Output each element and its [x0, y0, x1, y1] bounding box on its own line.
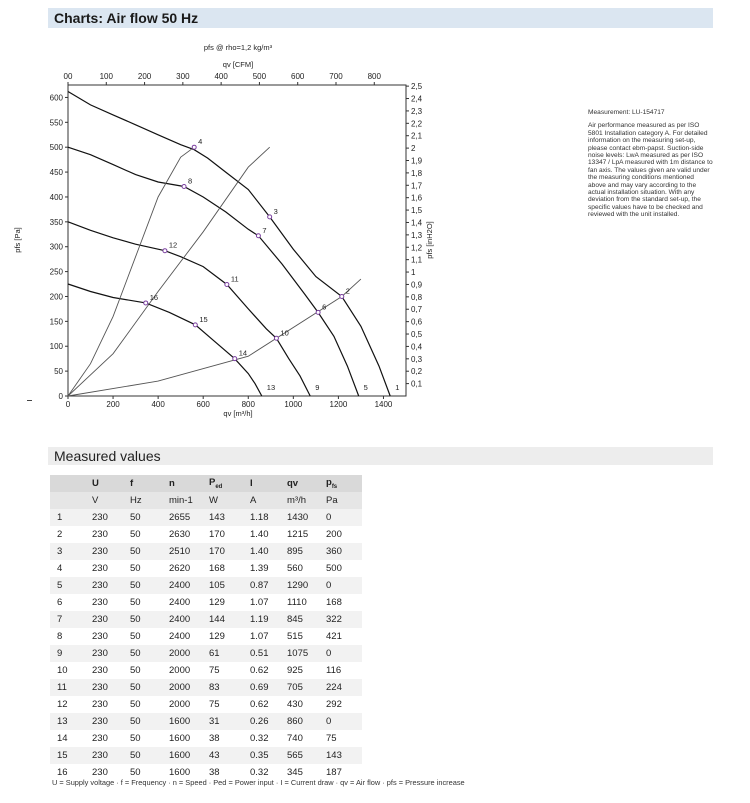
cell-i: 1.40 — [243, 526, 280, 543]
table-row — [50, 730, 362, 747]
y2-tick-label: 0,4 — [411, 342, 423, 352]
table-row — [50, 679, 362, 696]
cell-f: 50 — [123, 577, 162, 594]
x-axis-label: qv [m³/h] — [223, 409, 253, 418]
y-tick-label: 600 — [49, 93, 63, 103]
table-row — [50, 594, 362, 611]
y2-tick-label: 0,3 — [411, 354, 423, 364]
y-tick-label: 50 — [54, 367, 63, 377]
cell-ped: 143 — [202, 509, 243, 526]
cell-u: 230 — [85, 747, 123, 764]
operating-point — [340, 294, 344, 298]
cell-u: 230 — [85, 594, 123, 611]
top-tick-label: 700 — [329, 72, 343, 81]
top-tick-label: 500 — [252, 72, 267, 81]
cell-u: 230 — [85, 662, 123, 679]
cell-n: 2000 — [162, 662, 202, 679]
measured-values-table — [50, 475, 362, 781]
y-tick-label: 550 — [49, 118, 63, 128]
header-pfs-main: p — [326, 477, 332, 489]
unit-n: min-1 — [162, 492, 202, 509]
unit-u: V — [85, 492, 123, 509]
cell-ped: 38 — [202, 764, 243, 781]
cell-ped: 129 — [202, 628, 243, 645]
cell-qv: 925 — [280, 662, 319, 679]
y2-tick-label: 1,3 — [411, 230, 423, 240]
header-n: n — [162, 475, 202, 492]
cell-qv: 1075 — [280, 645, 319, 662]
operating-point-label: 16 — [149, 292, 159, 302]
cell-f: 50 — [123, 594, 162, 611]
y-tick-label: 500 — [49, 143, 63, 153]
speed-curve — [68, 147, 359, 396]
x-tick-label: 1400 — [374, 400, 393, 409]
table-row — [50, 509, 362, 526]
cell-qv: 705 — [280, 679, 319, 696]
y-tick-label: 200 — [49, 292, 63, 302]
operating-point-label: 3 — [273, 206, 278, 216]
y2-tick-label: 1,5 — [411, 206, 423, 216]
y2-tick-label: 1 — [411, 268, 416, 278]
cell-f: 50 — [123, 560, 162, 577]
measured-values-title: Measured values — [54, 448, 161, 464]
y2-tick-label: 0,8 — [411, 292, 423, 302]
cell-n: 2000 — [162, 679, 202, 696]
cell-ped: 168 — [202, 560, 243, 577]
cell-n: 1600 — [162, 713, 202, 730]
cell-i: 0.87 — [243, 577, 280, 594]
cell-f: 50 — [123, 679, 162, 696]
operating-point-label: 1 — [395, 383, 400, 392]
measured-values-bar — [48, 447, 713, 465]
y2-tick-label: 2,2 — [411, 119, 423, 129]
x-tick-label: 0 — [65, 400, 71, 409]
header-i: I — [243, 475, 280, 492]
cell-f: 50 — [123, 730, 162, 747]
cell-n: 2655 — [162, 509, 202, 526]
cell-index: 12 — [50, 696, 85, 713]
measurement-description: Air performance measured as per ISO 5801 Installation category A. For detailed information on the measuring set-up, please contact ebm-papst. Suction-side noise levels: LwA measured as per ISO 13347 / LpA measured with 1m distance to fan axis. The values given are valid under the measuring conditions mentioned above and may vary according to the actual installation situation. With any deviation from the standard set-up, the specific values have to be checked and reviewed with the unit installed. — [588, 122, 713, 219]
cell-n: 1600 — [162, 764, 202, 781]
cell-index: 14 — [50, 730, 85, 747]
margin-dash — [27, 400, 32, 401]
operating-point-label: 14 — [238, 348, 248, 358]
header-u: U — [85, 475, 123, 492]
operating-point — [268, 215, 272, 219]
y2-tick-label: 0,6 — [411, 317, 423, 327]
cell-pfs: 116 — [319, 662, 362, 679]
top-tick-label: 800 — [367, 72, 381, 81]
operating-point — [182, 185, 186, 189]
cell-pfs: 0 — [319, 577, 362, 594]
y2-tick-label: 1,2 — [411, 243, 423, 253]
cell-u: 230 — [85, 730, 123, 747]
cell-n: 2510 — [162, 543, 202, 560]
table-row — [50, 696, 362, 713]
unit-index — [50, 492, 85, 509]
top-tick-label: 400 — [214, 72, 228, 81]
cell-u: 230 — [85, 611, 123, 628]
unit-ped: W — [202, 492, 243, 509]
operating-point — [316, 310, 320, 314]
y2-tick-label: 1,8 — [411, 168, 423, 178]
table-row — [50, 526, 362, 543]
table-row — [50, 662, 362, 679]
cell-qv: 845 — [280, 611, 319, 628]
cell-u: 230 — [85, 628, 123, 645]
cell-index: 8 — [50, 628, 85, 645]
top-tick-label: 100 — [99, 72, 113, 81]
cell-pfs: 75 — [319, 730, 362, 747]
table-row — [50, 560, 362, 577]
cell-n: 1600 — [162, 747, 202, 764]
cell-index: 7 — [50, 611, 85, 628]
cell-ped: 144 — [202, 611, 243, 628]
cell-pfs: 0 — [319, 713, 362, 730]
cell-pfs: 322 — [319, 611, 362, 628]
operating-point-label: 7 — [262, 225, 267, 235]
header-qv: qv — [280, 475, 319, 492]
cell-qv: 560 — [280, 560, 319, 577]
cell-pfs: 500 — [319, 560, 362, 577]
cell-pfs: 0 — [319, 509, 362, 526]
cell-qv: 565 — [280, 747, 319, 764]
chart-title: pfs @ rho=1,2 kg/m³ — [203, 43, 273, 52]
y2-tick-label: 1,1 — [411, 255, 423, 265]
operating-point-label: 10 — [280, 328, 289, 338]
y-tick-label: 300 — [49, 242, 63, 252]
cell-i: 0.62 — [243, 662, 280, 679]
cell-index: 10 — [50, 662, 85, 679]
header-index — [50, 475, 85, 492]
cell-i: 0.35 — [243, 747, 280, 764]
cell-f: 50 — [123, 764, 162, 781]
cell-i: 0.62 — [243, 696, 280, 713]
header-f: f — [123, 475, 162, 492]
cell-f: 50 — [123, 611, 162, 628]
charts-title-bar — [48, 8, 713, 28]
cell-qv: 895 — [280, 543, 319, 560]
y-tick-label: 350 — [49, 217, 63, 227]
cell-index: 9 — [50, 645, 85, 662]
cell-qv: 860 — [280, 713, 319, 730]
y-tick-label: 0 — [58, 392, 63, 401]
cell-i: 0.32 — [243, 764, 280, 781]
cell-i: 0.51 — [243, 645, 280, 662]
cell-qv: 1430 — [280, 509, 319, 526]
y2-tick-label: 0,7 — [411, 305, 423, 315]
cell-qv: 515 — [280, 628, 319, 645]
x-tick-label: 400 — [151, 400, 165, 409]
y2-tick-label: 1,7 — [411, 181, 423, 191]
cell-index: 2 — [50, 526, 85, 543]
unit-f: Hz — [123, 492, 162, 509]
cell-i: 0.26 — [243, 713, 280, 730]
cell-n: 1600 — [162, 730, 202, 747]
y2-tick-label: 1,9 — [411, 156, 423, 166]
cell-i: 1.39 — [243, 560, 280, 577]
cell-u: 230 — [85, 560, 123, 577]
operating-point — [233, 357, 237, 361]
cell-qv: 430 — [280, 696, 319, 713]
cell-f: 50 — [123, 628, 162, 645]
cell-f: 50 — [123, 526, 162, 543]
top-tick-label: 300 — [176, 72, 190, 81]
x-tick-label: 1200 — [329, 400, 348, 409]
cell-n: 2000 — [162, 645, 202, 662]
cell-index: 3 — [50, 543, 85, 560]
cell-ped: 38 — [202, 730, 243, 747]
cell-f: 50 — [123, 713, 162, 730]
cell-u: 230 — [85, 696, 123, 713]
unit-qv: m³/h — [280, 492, 319, 509]
cell-u: 230 — [85, 645, 123, 662]
cell-qv: 1110 — [280, 594, 319, 611]
x-tick-label: 200 — [106, 400, 120, 409]
cell-index: 13 — [50, 713, 85, 730]
top-tick-label: 600 — [291, 72, 305, 81]
cell-index: 5 — [50, 577, 85, 594]
cell-qv: 345 — [280, 764, 319, 781]
table-row — [50, 577, 362, 594]
cell-pfs: 224 — [319, 679, 362, 696]
y2-tick-label: 0,5 — [411, 330, 423, 340]
x-tick-label: 1000 — [284, 400, 303, 409]
cell-f: 50 — [123, 662, 162, 679]
airflow-chart — [0, 40, 460, 425]
cell-ped: 129 — [202, 594, 243, 611]
header-ped — [202, 475, 243, 492]
header-ped-main: P — [209, 477, 216, 489]
cell-pfs: 143 — [319, 747, 362, 764]
cell-ped: 83 — [202, 679, 243, 696]
cell-i: 1.07 — [243, 594, 280, 611]
cell-pfs: 360 — [319, 543, 362, 560]
cell-index: 6 — [50, 594, 85, 611]
cell-i: 0.32 — [243, 730, 280, 747]
operating-point — [256, 234, 260, 238]
cell-pfs: 0 — [319, 645, 362, 662]
top-axis-label: qv [CFM] — [222, 60, 254, 69]
cell-i: 1.07 — [243, 628, 280, 645]
unit-i: A — [243, 492, 280, 509]
cell-ped: 43 — [202, 747, 243, 764]
y2-axis-label: pfs [inH2O] — [425, 221, 434, 259]
speed-curve — [68, 92, 390, 397]
y2-tick-label: 2,4 — [411, 94, 423, 104]
operating-point — [163, 249, 167, 253]
y-tick-label: 250 — [49, 267, 63, 277]
operating-point-label: 13 — [266, 383, 276, 392]
cell-pfs: 292 — [319, 696, 362, 713]
cell-n: 2400 — [162, 577, 202, 594]
header-pfs-sub: fs — [331, 483, 338, 490]
cell-pfs: 187 — [319, 764, 362, 781]
cell-n: 2000 — [162, 696, 202, 713]
cell-index: 15 — [50, 747, 85, 764]
cell-index: 11 — [50, 679, 85, 696]
operating-point-label: 4 — [198, 137, 203, 147]
cell-u: 230 — [85, 526, 123, 543]
cell-i: 1.18 — [243, 509, 280, 526]
cell-ped: 170 — [202, 526, 243, 543]
operating-point-label: 6 — [322, 302, 327, 312]
operating-point-label: 15 — [199, 314, 208, 324]
cell-ped: 61 — [202, 645, 243, 662]
table-row — [50, 628, 362, 645]
cell-f: 50 — [123, 747, 162, 764]
cell-pfs: 200 — [319, 526, 362, 543]
page-title: Charts: Air flow 50 Hz — [54, 10, 199, 26]
table-row — [50, 645, 362, 662]
x-tick-label: 800 — [241, 400, 255, 409]
top-tick-label: 00 — [63, 72, 73, 81]
y2-tick-label: 2,3 — [411, 106, 423, 116]
cell-qv: 740 — [280, 730, 319, 747]
cell-qv: 1290 — [280, 577, 319, 594]
table-row — [50, 713, 362, 730]
cell-n: 2400 — [162, 611, 202, 628]
y-tick-label: 450 — [49, 168, 63, 178]
operating-point-label: 8 — [188, 176, 193, 186]
measurement-notes — [588, 109, 713, 225]
y2-tick-label: 0,2 — [411, 367, 423, 377]
cell-u: 230 — [85, 713, 123, 730]
cell-index: 16 — [50, 764, 85, 781]
table-units-row — [50, 492, 362, 509]
operating-point — [192, 145, 196, 149]
operating-point-label: 5 — [363, 383, 368, 392]
plot-frame — [68, 85, 406, 396]
cell-index: 4 — [50, 560, 85, 577]
table-row — [50, 747, 362, 764]
operating-point — [274, 336, 278, 340]
cell-ped: 31 — [202, 713, 243, 730]
cell-ped: 75 — [202, 696, 243, 713]
y2-tick-label: 2,1 — [411, 131, 423, 141]
cell-n: 2620 — [162, 560, 202, 577]
operating-point-label: 2 — [345, 286, 350, 296]
cell-pfs: 421 — [319, 628, 362, 645]
cell-f: 50 — [123, 696, 162, 713]
operating-point-label: 12 — [168, 240, 178, 250]
cell-i: 0.69 — [243, 679, 280, 696]
cell-u: 230 — [85, 577, 123, 594]
cell-ped: 75 — [202, 662, 243, 679]
y-tick-label: 100 — [49, 342, 63, 352]
table-row — [50, 543, 362, 560]
cell-u: 230 — [85, 543, 123, 560]
cell-u: 230 — [85, 764, 123, 781]
cell-u: 230 — [85, 679, 123, 696]
cell-u: 230 — [85, 509, 123, 526]
table-footnote: U = Supply voltage · f = Frequency · n = Speed · Ped = Power input · I = Current draw · qv = Air flow · pfs = Pressure increase — [52, 778, 465, 787]
y-tick-label: 400 — [49, 192, 63, 202]
operating-point-label: 9 — [315, 383, 320, 392]
y2-tick-label: 2,5 — [411, 82, 423, 92]
cell-ped: 105 — [202, 577, 243, 594]
y2-tick-label: 1,4 — [411, 218, 423, 228]
cell-pfs: 168 — [319, 594, 362, 611]
cell-i: 1.40 — [243, 543, 280, 560]
cell-n: 2400 — [162, 628, 202, 645]
cell-f: 50 — [123, 543, 162, 560]
y-tick-label: 150 — [49, 317, 63, 327]
cell-f: 50 — [123, 509, 162, 526]
cell-ped: 170 — [202, 543, 243, 560]
measurement-id: Measurement: LU-154717 — [588, 109, 665, 116]
cell-f: 50 — [123, 645, 162, 662]
operating-point — [225, 283, 229, 287]
y2-tick-label: 2 — [411, 144, 416, 154]
table-body — [50, 509, 362, 781]
y2-tick-label: 1,6 — [411, 193, 423, 203]
operating-point — [144, 301, 148, 305]
x-tick-label: 600 — [196, 400, 210, 409]
cell-qv: 1215 — [280, 526, 319, 543]
y2-tick-label: 0,1 — [411, 379, 423, 389]
unit-pfs: Pa — [319, 492, 362, 509]
y-axis-label: pfs [Pa] — [13, 227, 22, 253]
header-ped-sub: ed — [215, 483, 223, 490]
cell-n: 2630 — [162, 526, 202, 543]
cell-n: 2400 — [162, 594, 202, 611]
cell-i: 1.19 — [243, 611, 280, 628]
speed-curve — [68, 222, 310, 396]
cell-index: 1 — [50, 509, 85, 526]
y2-tick-label: 0,9 — [411, 280, 423, 290]
operating-point — [193, 323, 197, 327]
table-header-row — [50, 475, 362, 492]
operating-point-label: 11 — [230, 274, 239, 284]
top-tick-label: 200 — [137, 72, 152, 81]
table-row — [50, 611, 362, 628]
header-pfs — [319, 475, 362, 492]
